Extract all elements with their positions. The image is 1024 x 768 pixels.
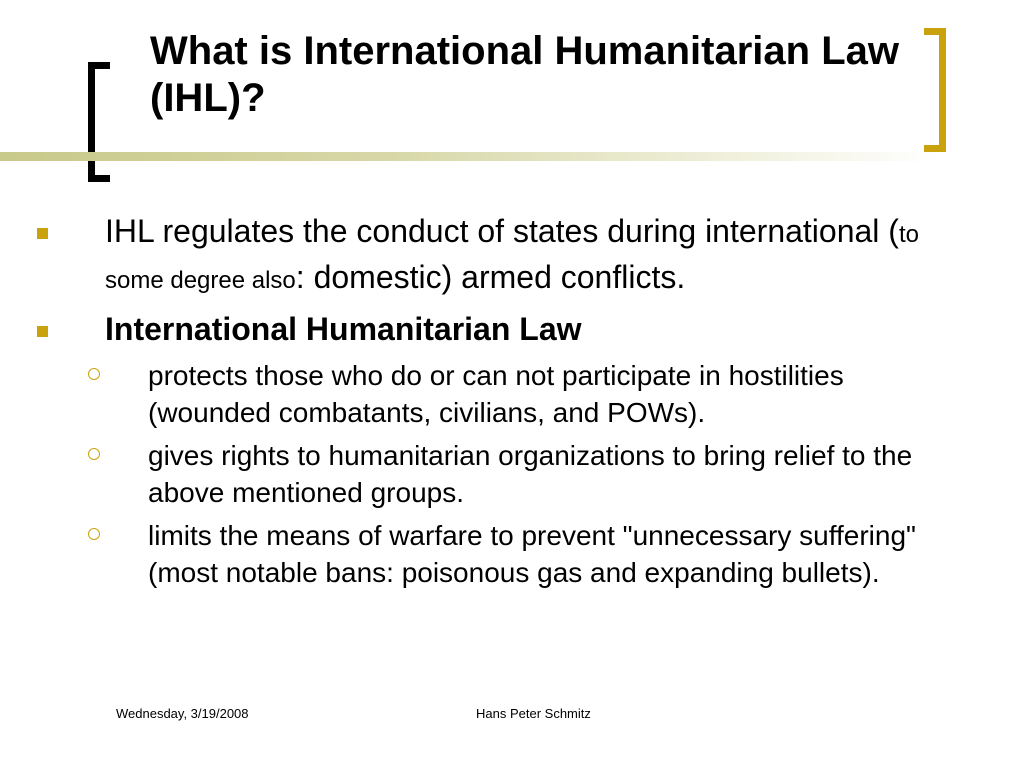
bullet-text-part: : domestic) armed conflicts. xyxy=(295,259,686,295)
sub-bullet-item xyxy=(0,437,1024,511)
bullet-item xyxy=(0,210,1024,302)
title-rule-decoration xyxy=(0,152,940,161)
circle-bullet-icon xyxy=(88,528,100,540)
square-bullet-icon xyxy=(37,326,48,337)
sub-bullet-text: gives rights to humanitarian organizations to bring relief to the above mentioned groups. xyxy=(148,440,913,508)
sub-bullet-text: protects those who do or can not participate in hostilities (wounded combatants, civilians, and POWs). xyxy=(148,360,844,428)
left-bracket-decoration xyxy=(88,62,110,182)
slide-content xyxy=(0,210,1024,597)
sub-bullet-item xyxy=(0,517,1024,591)
sub-bullet-item xyxy=(0,357,1024,431)
slide-title: What is International Humanitarian Law (IHL)? xyxy=(150,29,899,120)
circle-bullet-icon xyxy=(88,448,100,460)
bullet-item xyxy=(0,308,1024,351)
footer-author: Hans Peter Schmitz xyxy=(476,706,591,721)
sub-bullet-text: limits the means of warfare to prevent "unnecessary suffering" (most notable bans: poisonous gas and expanding bullets). xyxy=(148,520,916,588)
circle-bullet-icon xyxy=(88,368,100,380)
bullet-heading: International Humanitarian Law xyxy=(105,311,582,347)
bullet-text-small: to some degree also xyxy=(105,221,919,294)
square-bullet-icon xyxy=(37,228,48,239)
bullet-text-part: IHL regulates the conduct of states during international ( xyxy=(105,213,899,249)
right-bracket-decoration xyxy=(924,28,946,152)
footer-date: Wednesday, 3/19/2008 xyxy=(116,706,249,721)
